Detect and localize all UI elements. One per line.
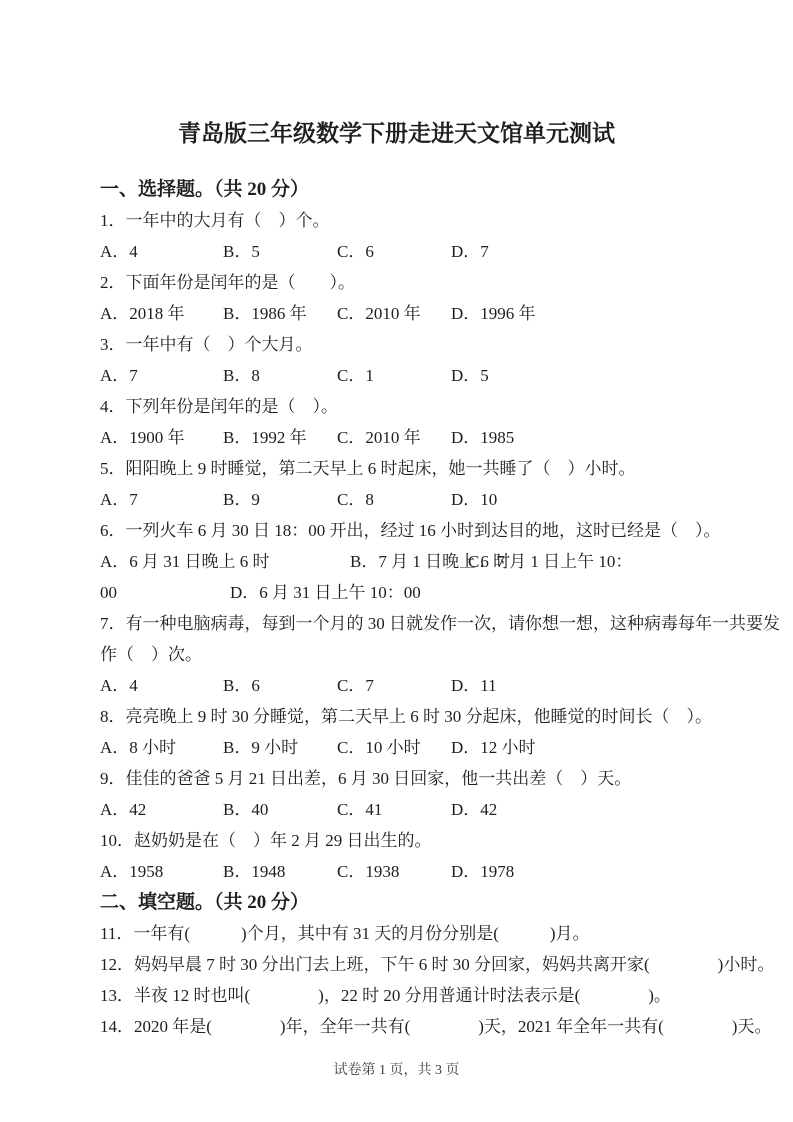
- option-b: B．5: [223, 242, 260, 261]
- option-a: A．4: [100, 242, 138, 261]
- question-10-options: [100, 856, 706, 887]
- option-a: A．1958: [100, 862, 164, 881]
- option-d: D．1996 年: [451, 304, 536, 323]
- section-choice-heading: 一、选择题。（共 20 分）: [100, 179, 310, 200]
- option-d: D．10: [451, 490, 498, 509]
- question-7-text-line-1: 7．有一种电脑病毒，每到一个月的 30 日就发作一次，请你想一想，这种病毒每年一共要发: [100, 614, 780, 633]
- question-3-options: [100, 360, 706, 391]
- page-title: 青岛版三年级数学下册走进天文馆单元测试: [178, 121, 615, 146]
- question-8-options: [100, 732, 706, 763]
- option-b: B．7 月 1 日晚上 6 时: [350, 552, 511, 571]
- option-b: B．9 小时: [223, 738, 299, 757]
- exam-body: [100, 174, 780, 1042]
- option-c: C．2010 年: [337, 304, 421, 323]
- question-5-options: [100, 484, 706, 515]
- option-a: A．42: [100, 800, 147, 819]
- question-1-text: 1．一年中的大月有（ ）个。: [100, 211, 330, 230]
- option-c: C．6: [337, 242, 374, 261]
- option-c: C．1938: [337, 862, 400, 881]
- question-5-text: 5．阳阳晚上 9 时睡觉，第二天早上 6 时起床，她一共睡了（ ）小时。: [100, 459, 636, 478]
- question-6-text: 6．一列火车 6 月 30 日 18：00 开出，经过 16 小时到达目的地，这时已经是（ ）。: [100, 521, 721, 540]
- option-c: C．41: [337, 800, 383, 819]
- question-2-text: 2．下面年份是闰年的是（ ）。: [100, 273, 355, 292]
- option-d: D．5: [451, 366, 489, 385]
- question-4-options: [100, 422, 706, 453]
- option-a: A．6 月 31 日晚上 6 时: [100, 552, 270, 571]
- option-a: A．2018 年: [100, 304, 185, 323]
- option-a: A．7: [100, 490, 138, 509]
- option-c: C．7 月 1 日上午 10：: [468, 552, 633, 571]
- option-b: B．1992 年: [223, 428, 307, 447]
- question-7-text-line-2: 作（ ）次。: [100, 645, 202, 664]
- option-c: C．10 小时: [337, 738, 421, 757]
- option-d: D．7: [451, 242, 489, 261]
- question-11-text: 11．一年有( )个月，其中有 31 天的月份分别是( )月。: [100, 924, 590, 943]
- question-6-options-row-1: [100, 546, 706, 577]
- option-b: B．1986 年: [223, 304, 307, 323]
- option-a: A．1900 年: [100, 428, 185, 447]
- question-4-text: 4．下列年份是闰年的是（ ）。: [100, 397, 338, 416]
- option-d: D．1978: [451, 862, 515, 881]
- question-7-options: [100, 670, 706, 701]
- option-c: C．8: [337, 490, 374, 509]
- option-c-continued: 00: [100, 583, 117, 602]
- section-fill-heading: 二、填空题。（共 20 分）: [100, 892, 310, 913]
- option-b: B．8: [223, 366, 260, 385]
- option-b: B．6: [223, 676, 260, 695]
- option-d: D．1985: [451, 428, 515, 447]
- option-d: D．12 小时: [451, 738, 536, 757]
- option-b: B．9: [223, 490, 260, 509]
- option-b: B．40: [223, 800, 269, 819]
- question-8-text: 8．亮亮晚上 9 时 30 分睡觉，第二天早上 6 时 30 分起床，他睡觉的时间长（ ）。: [100, 707, 712, 726]
- question-6-options-row-2: [100, 577, 706, 608]
- question-1-options: [100, 236, 706, 267]
- question-9-options: [100, 794, 706, 825]
- question-10-text: 10．赵奶奶是在（ ）年 2 月 29 日出生的。: [100, 831, 432, 850]
- option-a: A．7: [100, 366, 138, 385]
- option-a: A．8 小时: [100, 738, 177, 757]
- question-2-options: [100, 298, 706, 329]
- option-d: D．6 月 31 日上午 10：00: [230, 583, 421, 602]
- option-d: D．42: [451, 800, 498, 819]
- option-c: C．7: [337, 676, 374, 695]
- option-b: B．1948: [223, 862, 286, 881]
- option-a: A．4: [100, 676, 138, 695]
- option-d: D．11: [451, 676, 497, 695]
- option-c: C．2010 年: [337, 428, 421, 447]
- page-footer: 试卷第 1 页，共 3 页: [333, 1063, 460, 1078]
- question-13-text: 13．半夜 12 时也叫( )，22 时 20 分用普通计时法表示是( )。: [100, 986, 671, 1005]
- question-14-text: 14．2020 年是( )年，全年一共有( )天，2021 年全年一共有( )天。: [100, 1017, 772, 1036]
- option-c: C．1: [337, 366, 374, 385]
- question-12-text: 12．妈妈早晨 7 时 30 分出门去上班，下午 6 时 30 分回家，妈妈共离开家( )小时。: [100, 955, 775, 974]
- question-3-text: 3．一年中有（ ）个大月。: [100, 335, 313, 354]
- question-9-text: 9．佳佳的爸爸 5 月 21 日出差，6 月 30 日回家，他一共出差（ ）天。: [100, 769, 632, 788]
